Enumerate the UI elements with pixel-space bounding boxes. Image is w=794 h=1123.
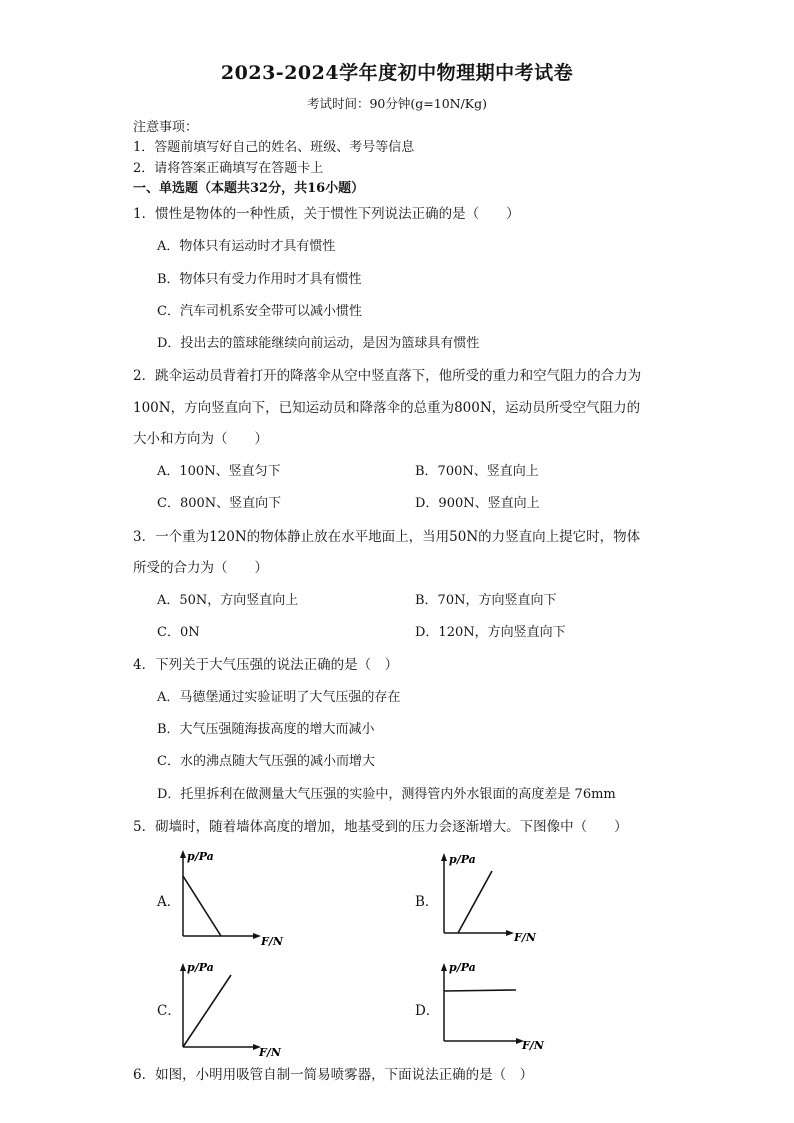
question-1-option-c: C．汽车司机系安全带可以减小惯性 (157, 304, 362, 319)
graph-b-ylabel: p/Pa (449, 853, 476, 866)
question-2-option-d: D．900N、竖直向上 (415, 496, 540, 511)
graph-c (175, 957, 290, 1057)
graph-c-ylabel: p/Pa (187, 961, 214, 974)
question-2-stem: 100N，方向竖直向下，已知运动员和降落伞的总重为800N，运动员所受空气阻力的 (133, 400, 641, 416)
question-2-option-c: C．800N、竖直向下 (157, 496, 282, 511)
question-2-option-b: B．700N、竖直向上 (415, 464, 539, 479)
section-title: 一、单选题（本题共32分，共16小题） (133, 181, 365, 196)
question-2-option-a: A．100N、竖直匀下 (157, 464, 281, 479)
question-4-option-d: D．托里拆利在做测量大气压强的实验中，测得管内外水银面的高度差是 76mm (157, 787, 616, 802)
note-item: 1．答题前填写好自己的姓名、班级、考号等信息 (133, 140, 415, 155)
question-1-option-a: A．物体只有运动时才具有惯性 (157, 239, 336, 254)
graph-b (436, 849, 546, 949)
graph-a-label: A． (157, 894, 181, 910)
question-4-option-c: C．水的沸点随大气压强的减小而增大 (157, 754, 375, 769)
question-3-option-b: B．70N，方向竖直向下 (415, 593, 557, 608)
question-3-stem: 所受的合力为（ ） (133, 560, 268, 576)
question-4-option-a: A．马德堡通过实验证明了大气压强的存在 (157, 690, 401, 705)
question-2-stem: 大小和方向为（ ） (133, 431, 268, 447)
question-3-option-c: C．0N (157, 625, 200, 640)
graph-d-label: D． (415, 1003, 440, 1019)
question-1-option-d: D．投出去的篮球能继续向前运动，是因为篮球具有惯性 (157, 336, 480, 351)
graph-d-xlabel: F/N (522, 1039, 544, 1052)
exam-title: 2023-2024学年度初中物理期中考试卷 (220, 62, 574, 84)
question-1-option-b: B．物体只有受力作用时才具有惯性 (157, 272, 362, 287)
graph-a-xlabel: F/N (261, 935, 283, 946)
question-4-option-b: B．大气压强随海拔高度的增大而减小 (157, 722, 375, 737)
question-1-stem: 1．惯性是物体的一种性质，关于惯性下列说法正确的是（ ） (133, 206, 520, 222)
note-item: 2．请将答案正确填写在答题卡上 (133, 161, 324, 176)
notes-heading: 注意事项： (133, 120, 199, 135)
question-3-option-d: D．120N，方向竖直向下 (415, 625, 566, 640)
question-5-stem: 5．砌墙时，随着墙体高度的增加，地基受到的压力会逐渐增大。下图像中（ ） (133, 819, 628, 835)
graph-c-label: C． (157, 1003, 181, 1019)
question-2-stem: 2．跳伞运动员背着打开的降落伞从空中竖直落下，他所受的重力和空气阻力的合力为 (133, 368, 642, 384)
graph-b-label: B． (415, 894, 439, 910)
graph-d-ylabel: p/Pa (449, 961, 476, 974)
graph-a (175, 846, 290, 946)
question-3-stem: 3．一个重为120N的物体静止放在水平地面上，当用50N的力竖直向上提它时，物体 (133, 529, 641, 545)
graph-b-xlabel: F/N (514, 931, 536, 944)
graph-a-ylabel: p/Pa (187, 850, 214, 863)
graph-d (436, 957, 551, 1057)
graph-c-xlabel: F/N (259, 1046, 281, 1057)
question-6-stem: 6．如图，小明用吸管自制一简易喷雾器，下面说法正确的是（ ） (133, 1067, 534, 1083)
exam-time-info: 考试时间：90分钟(g=10N/Kg) (306, 96, 488, 111)
question-4-stem: 4．下列关于大气压强的说法正确的是（ ） (133, 657, 399, 673)
question-3-option-a: A．50N，方向竖直向上 (157, 593, 299, 608)
